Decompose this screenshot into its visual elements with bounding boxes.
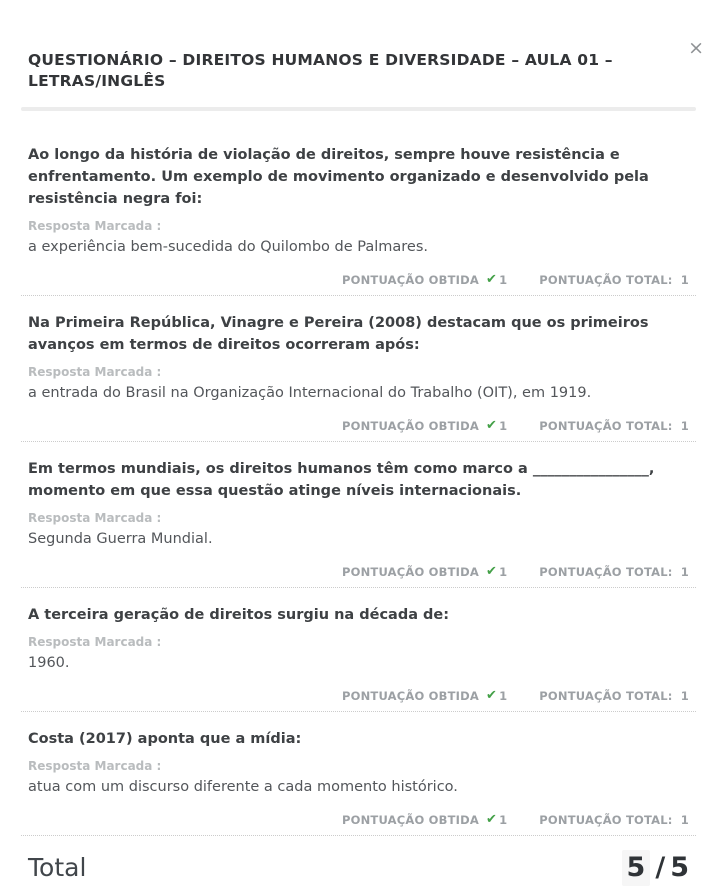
total-score-separator: / xyxy=(655,852,666,883)
answer-marked-label: Resposta Marcada : xyxy=(28,365,162,379)
question-divider xyxy=(21,441,696,442)
check-icon: ✔ xyxy=(486,418,498,433)
score-total-label: PONTUAÇÃO TOTAL: xyxy=(539,813,673,827)
score-obtained-label: PONTUAÇÃO OBTIDA xyxy=(342,565,479,579)
score-total-label: PONTUAÇÃO TOTAL: xyxy=(539,565,673,579)
check-icon: ✔ xyxy=(486,812,498,827)
score-total-label: PONTUAÇÃO TOTAL: xyxy=(539,273,673,287)
check-icon: ✔ xyxy=(486,688,498,703)
marked-answer: Segunda Guerra Mundial. xyxy=(28,531,213,547)
score-total xyxy=(539,273,689,287)
score-total xyxy=(539,689,689,703)
question-block-3 xyxy=(28,458,689,588)
question-text: Na Primeira República, Vinagre e Pereira (2008) destacam que os primeiros avanços em termos de direitos ocorreram após: xyxy=(28,315,649,353)
score-row xyxy=(28,565,689,579)
question-divider xyxy=(21,835,696,836)
question-block-4 xyxy=(28,604,689,712)
question-block-1 xyxy=(28,144,689,296)
marked-answer: a entrada do Brasil na Organização Internacional do Trabalho (OIT), em 1919. xyxy=(28,385,592,401)
question-text: Costa (2017) aponta que a mídia: xyxy=(28,731,302,747)
score-total xyxy=(539,813,689,827)
total-score-obtained: 5 xyxy=(622,850,651,886)
score-obtained xyxy=(342,689,507,703)
question-divider xyxy=(21,711,696,712)
score-obtained xyxy=(342,813,507,827)
question-text: A terceira geração de direitos surgiu na década de: xyxy=(28,607,450,623)
score-total xyxy=(539,419,689,433)
question-block-5 xyxy=(28,728,689,836)
score-obtained xyxy=(342,273,507,287)
score-total-value: 1 xyxy=(680,565,689,579)
answer-marked-label: Resposta Marcada : xyxy=(28,219,162,233)
score-row xyxy=(28,689,689,703)
marked-answer: a experiência bem-sucedida do Quilombo de Palmares. xyxy=(28,239,429,255)
total-score xyxy=(622,850,689,886)
score-obtained-value: 1 xyxy=(499,273,508,287)
score-obtained-label: PONTUAÇÃO OBTIDA xyxy=(342,813,479,827)
answer-marked-label: Resposta Marcada : xyxy=(28,511,162,525)
total-score-max: 5 xyxy=(670,852,689,883)
close-icon[interactable]: × xyxy=(688,37,704,59)
score-obtained xyxy=(342,565,507,579)
score-obtained-label: PONTUAÇÃO OBTIDA xyxy=(342,419,479,433)
score-total-label: PONTUAÇÃO TOTAL: xyxy=(539,689,673,703)
score-obtained xyxy=(342,419,507,433)
total-label: Total xyxy=(28,853,87,882)
score-total-label: PONTUAÇÃO TOTAL: xyxy=(539,419,673,433)
score-total-value: 1 xyxy=(680,419,689,433)
score-row xyxy=(28,273,689,287)
score-obtained-value: 1 xyxy=(499,689,508,703)
score-obtained-label: PONTUAÇÃO OBTIDA xyxy=(342,689,479,703)
answer-marked-label: Resposta Marcada : xyxy=(28,759,162,773)
question-divider xyxy=(21,587,696,588)
marked-answer: 1960. xyxy=(28,655,70,671)
score-obtained-value: 1 xyxy=(499,565,508,579)
check-icon: ✔ xyxy=(486,564,498,579)
score-total-value: 1 xyxy=(680,813,689,827)
score-obtained-value: 1 xyxy=(499,813,508,827)
quiz-title: QUESTIONÁRIO – DIREITOS HUMANOS E DIVERSIDADE – AULA 01 – LETRAS/INGLÊS xyxy=(28,51,613,90)
score-total xyxy=(539,565,689,579)
marked-answer: atua com um discurso diferente a cada momento histórico. xyxy=(28,779,458,795)
title-divider xyxy=(21,107,696,111)
footer-total-row xyxy=(28,850,689,886)
question-block-2 xyxy=(28,312,689,442)
question-text: Em termos mundiais, os direitos humanos têm como marco a ________________, momento em que essa questão atinge níveis internacionais. xyxy=(28,461,655,499)
score-obtained-label: PONTUAÇÃO OBTIDA xyxy=(342,273,479,287)
score-obtained-value: 1 xyxy=(499,419,508,433)
score-row xyxy=(28,813,689,827)
score-total-value: 1 xyxy=(680,689,689,703)
score-total-value: 1 xyxy=(680,273,689,287)
question-divider xyxy=(21,295,696,296)
score-row xyxy=(28,419,689,433)
check-icon: ✔ xyxy=(486,272,498,287)
question-text: Ao longo da história de violação de direitos, sempre houve resistência e enfrentamento. Um exemplo de movimento organizado e desenvolvido pela resistência negra foi: xyxy=(28,147,649,207)
answer-marked-label: Resposta Marcada : xyxy=(28,635,162,649)
